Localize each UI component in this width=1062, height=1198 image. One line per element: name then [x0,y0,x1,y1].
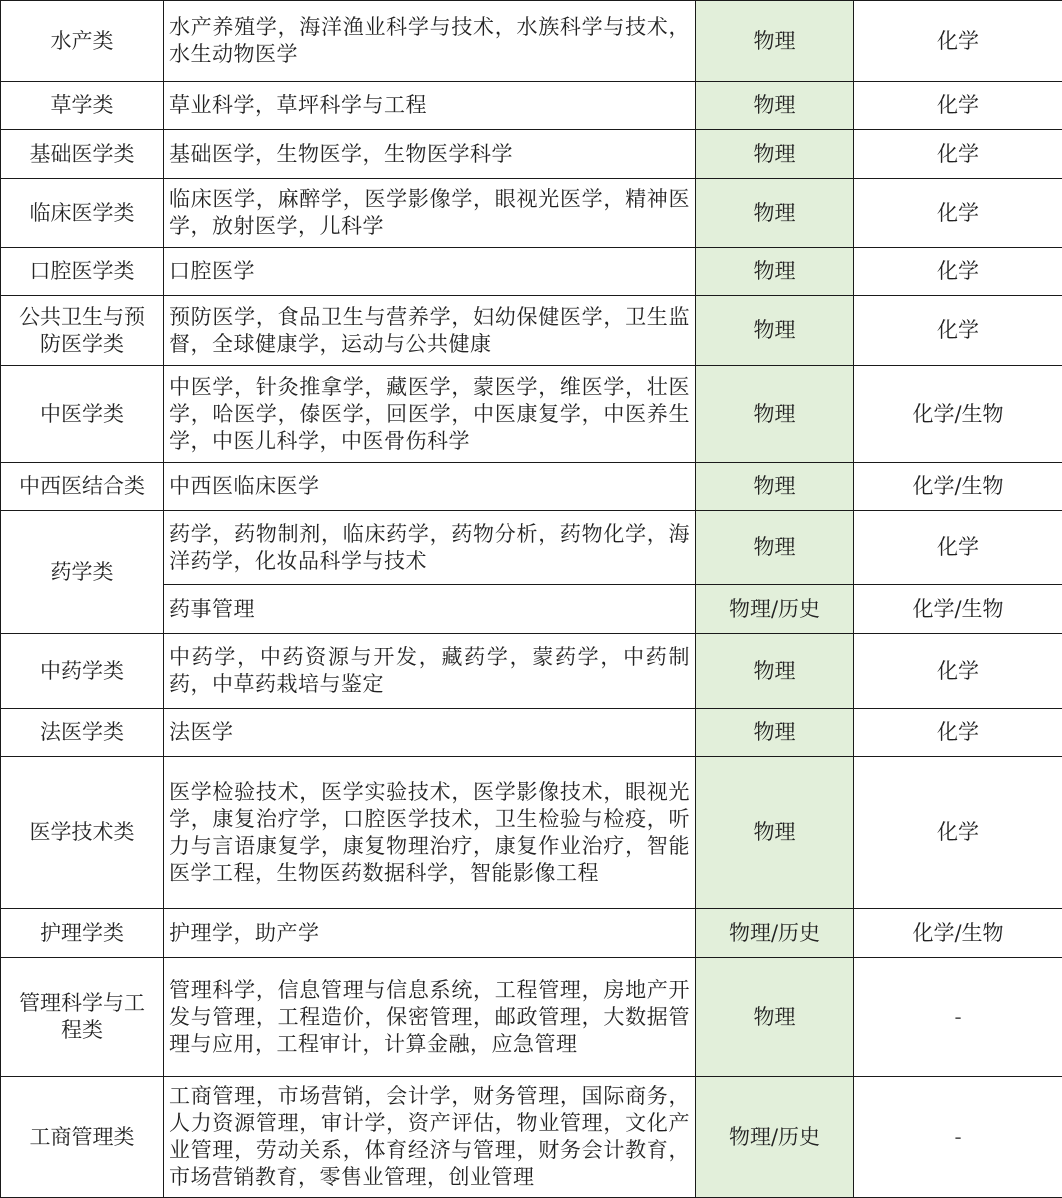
table-row [1,909,1062,958]
majors-cell: 医学检验技术，医学实验技术，医学影像技术，眼视光学，康复治疗学，口腔医学技术，卫生检验与检疫，听力与言语康复学，康复物理治疗，康复作业治疗，智能医学工程，生物医药数据科学，智能影像工程 [164,757,696,909]
second-choice-subject-cell: 化学 [854,511,1062,585]
majors-cell: 中西医临床医学 [164,463,696,511]
majors-cell: 药事管理 [164,585,696,634]
table-row [1,179,1062,248]
category-cell: 口腔医学类 [1,248,164,296]
second-choice-subject-cell: 化学/生物 [854,463,1062,511]
table-row [1,248,1062,296]
second-choice-subject-cell: 化学 [854,296,1062,366]
category-cell: 水产类 [1,1,164,82]
second-choice-subject-cell: 化学/生物 [854,585,1062,634]
table-row [1,757,1062,909]
category-cell: 基础医学类 [1,130,164,179]
category-cell: 中医学类 [1,366,164,463]
table-body [1,1,1062,1198]
second-choice-subject-cell: 化学 [854,709,1062,757]
first-choice-subject-cell: 物理 [696,82,854,130]
majors-cell: 药学，药物制剂，临床药学，药物分析，药物化学，海洋药学，化妆品科学与技术 [164,511,696,585]
majors-cell: 基础医学，生物医学，生物医学科学 [164,130,696,179]
table-row [1,709,1062,757]
first-choice-subject-cell: 物理 [696,634,854,709]
second-choice-subject-cell: - [854,1077,1062,1198]
category-cell: 中药学类 [1,634,164,709]
table-row [1,1077,1062,1198]
majors-cell: 护理学，助产学 [164,909,696,958]
second-choice-subject-cell: 化学 [854,1,1062,82]
category-cell: 护理学类 [1,909,164,958]
first-choice-subject-cell: 物理/历史 [696,1077,854,1198]
second-choice-subject-cell: 化学 [854,757,1062,909]
majors-cell: 管理科学，信息管理与信息系统，工程管理，房地产开发与管理，工程造价，保密管理，邮政管理，大数据管理与应用，工程审计，计算金融，应急管理 [164,958,696,1077]
category-cell: 临床医学类 [1,179,164,248]
majors-cell: 口腔医学 [164,248,696,296]
table-row [1,634,1062,709]
first-choice-subject-cell: 物理 [696,248,854,296]
first-choice-subject-cell: 物理 [696,179,854,248]
table-row [1,511,1062,585]
second-choice-subject-cell: 化学/生物 [854,909,1062,958]
first-choice-subject-cell: 物理 [696,757,854,909]
majors-cell: 预防医学，食品卫生与营养学，妇幼保健医学，卫生监督，全球健康学，运动与公共健康 [164,296,696,366]
table-row [1,82,1062,130]
first-choice-subject-cell: 物理 [696,296,854,366]
majors-cell: 水产养殖学，海洋渔业科学与技术，水族科学与技术，水生动物医学 [164,1,696,82]
category-cell: 工商管理类 [1,1077,164,1198]
category-cell: 医学技术类 [1,757,164,909]
first-choice-subject-cell: 物理 [696,463,854,511]
majors-cell: 法医学 [164,709,696,757]
category-cell: 中西医结合类 [1,463,164,511]
category-cell: 公共卫生与预防医学类 [1,296,164,366]
first-choice-subject-cell: 物理 [696,130,854,179]
category-cell: 草学类 [1,82,164,130]
second-choice-subject-cell: 化学 [854,130,1062,179]
first-choice-subject-cell: 物理/历史 [696,585,854,634]
table-row [1,958,1062,1077]
majors-cell: 中医学，针灸推拿学，藏医学，蒙医学，维医学，壮医学，哈医学，傣医学，回医学，中医康复学，中医养生学，中医儿科学，中医骨伤科学 [164,366,696,463]
majors-cell: 中药学，中药资源与开发，藏药学，蒙药学，中药制药，中草药栽培与鉴定 [164,634,696,709]
majors-cell: 工商管理，市场营销，会计学，财务管理，国际商务，人力资源管理，审计学，资产评估，物业管理，文化产业管理，劳动关系，体育经济与管理，财务会计教育，市场营销教育，零售业管理，创业管理 [164,1077,696,1198]
first-choice-subject-cell: 物理 [696,366,854,463]
table-row [1,296,1062,366]
first-choice-subject-cell: 物理/历史 [696,909,854,958]
first-choice-subject-cell: 物理 [696,511,854,585]
category-cell: 管理科学与工程类 [1,958,164,1077]
second-choice-subject-cell: 化学 [854,634,1062,709]
table-row [1,1,1062,82]
majors-cell: 草业科学，草坪科学与工程 [164,82,696,130]
second-choice-subject-cell: 化学/生物 [854,366,1062,463]
category-cell: 药学类 [1,511,164,634]
category-cell: 法医学类 [1,709,164,757]
table-row [1,366,1062,463]
first-choice-subject-cell: 物理 [696,709,854,757]
second-choice-subject-cell: 化学 [854,248,1062,296]
second-choice-subject-cell: 化学 [854,82,1062,130]
second-choice-subject-cell: 化学 [854,179,1062,248]
table-row [1,130,1062,179]
majors-cell: 临床医学，麻醉学，医学影像学，眼视光医学，精神医学，放射医学，儿科学 [164,179,696,248]
first-choice-subject-cell: 物理 [696,958,854,1077]
second-choice-subject-cell: - [854,958,1062,1077]
first-choice-subject-cell: 物理 [696,1,854,82]
table-row [1,463,1062,511]
